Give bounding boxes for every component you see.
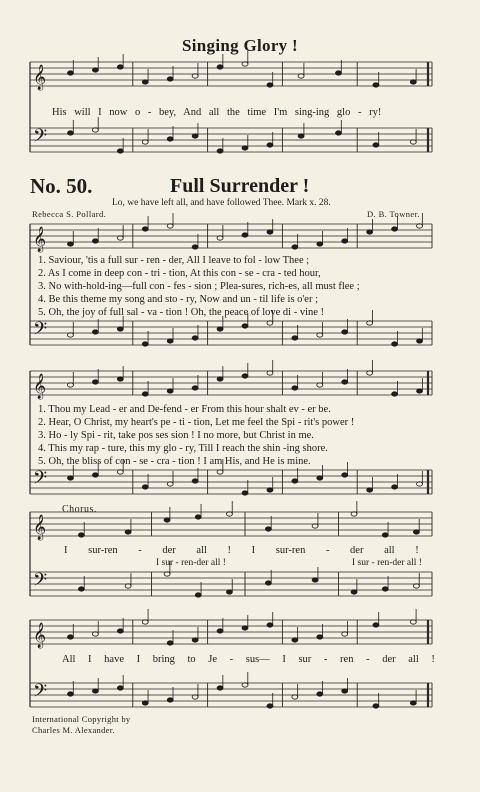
verse-line-4b: 4. This my rap - ture, this my glo - ry, Till I reach the shin -ing shore. [38,443,328,454]
chorus-system-2-bass-notes [373,690,416,708]
system-2-bass-notes [142,468,198,489]
chorus-system-1-treble-notes [351,501,419,537]
top-system-bass-notes [217,132,273,153]
scripture-reference: Lo, we have left all, and have followed Thee. Mark x. 28. [112,198,331,208]
system-1-treble-notes [292,228,348,249]
chorus-system-2-bass-clef: 𝄢 [33,681,48,706]
top-system-bass-notes [67,117,123,153]
chorus-system-2-bass-notes [217,672,273,708]
top-system-bass-notes [373,129,416,147]
chorus-system-1-bass-notes [78,573,131,591]
system-1-treble-notes [142,213,198,249]
composer-credit: D. B. Towner. [367,209,420,219]
system-1-bass-notes [217,310,273,331]
chorus-system-2-treble-notes [373,609,416,627]
top-system-treble-notes [298,60,341,78]
top-system-treble-clef: 𝄞 [33,65,47,90]
chorus-line-2: All I have I bring to Je - sus— I sur - ren - der all ! [62,654,435,665]
copyright-line-2: Charles M. Alexander. [32,725,115,735]
chorus-system-2-treble-staff [30,620,432,644]
chorus-system-1-bass-notes [164,561,232,597]
system-1-bass-notes [292,319,348,340]
chorus-system-1-treble-notes [78,519,131,537]
top-system-bass-staff [30,128,432,152]
system-2-treble-notes [67,366,123,387]
top-system-bass-clef: 𝄢 [33,126,48,151]
chorus-label: Chorus. [62,504,97,515]
system-2-bass-clef: 𝄢 [33,468,48,493]
system-2-treble-clef: 𝄞 [33,374,47,399]
hymn-title: Full Surrender ! [170,175,310,197]
system-2-bass-notes [67,459,123,480]
page-title: Singing Glory ! [182,36,298,55]
verse-line-3: 3. No with-hold-ing—full con - fes - sion ; Plea-sures, rich-es, all must flee ; [38,281,360,292]
chorus-system-1-treble-notes [265,513,318,531]
chorus-line-1: I sur-ren - der all ! I sur-ren - der all ! [64,545,419,556]
verse-line-2: 2. As I come in deep con - tri - tion, At this con - se - cra - ted hour, [38,268,321,279]
chorus-echo-2: I sur - ren-der all ! [352,558,422,568]
system-1-treble-clef: 𝄞 [33,227,47,252]
system-1-bass-notes [67,316,123,337]
system-2-treble-notes [367,360,423,396]
system-2-treble-notes [217,360,273,381]
system-2-treble-notes [142,375,198,396]
verse-line-4: 4. Be this theme my song and sto - ry, Now and un - til life is o'er ; [38,294,319,305]
top-lyric-line: His will I now o - bey, And all the time I'm sing-ing glo - ry! [52,107,382,118]
verse-line-2b: 2. Hear, O Christ, my heart's pe - ti - tion, Let me feel the Spi - rit's power ! [38,417,355,428]
chorus-system-2-treble-notes [142,609,198,645]
system-1-treble-staff [30,224,432,248]
chorus-system-2-bass-notes [67,675,123,696]
chorus-system-2-treble-clef: 𝄞 [33,623,47,648]
top-system-treble-notes [67,54,123,75]
system-2-bass-notes [217,459,273,495]
chorus-system-2-treble-notes [217,612,273,633]
top-system-treble-notes [373,69,416,87]
system-2-bass-notes [292,462,348,483]
verse-line-5: 5. Oh, the joy of full sal - va - tion ! Oh, the peace of love di - vine ! [38,307,325,318]
chorus-echo-1: I sur - ren-der all ! [156,558,226,568]
top-system-treble-notes [217,51,273,87]
verse-line-1: 1. Saviour, 'tis a full sur - ren - der, All I leave to fol - low Thee ; [38,255,310,266]
chorus-system-1-bass-notes [265,567,318,585]
chorus-system-2-bass-staff [30,683,432,707]
verse-line-5b: 5. Oh, the bliss of con - se - cra - tion ! I am His, and He is mine. [38,456,311,467]
top-system-bass-notes [298,120,341,138]
system-1-bass-notes [367,310,423,346]
system-1-bass-notes [142,325,198,346]
system-2-treble-notes [292,369,348,390]
chorus-system-2-treble-notes [67,618,123,639]
verse-line-1b: 1. Thou my Lead - er and De-fend - er From this hour shalt ev - er be. [38,404,331,415]
verse-line-3b: 3. Ho - ly Spi - rit, take pos ses sion ! I no more, but Christ in me. [38,430,314,441]
chorus-system-1-treble-clef: 𝄞 [33,515,47,540]
system-2-bass-notes [367,471,423,492]
copyright-line-1: International Copyright by [32,714,131,724]
chorus-system-1-bass-clef: 𝄢 [33,570,48,595]
author-credit: Rebecca S. Pollard. [32,209,107,219]
system-1-bass-clef: 𝄢 [33,319,48,344]
top-system-treble-staff [30,62,432,86]
hymn-number: No. 50. [30,174,93,198]
